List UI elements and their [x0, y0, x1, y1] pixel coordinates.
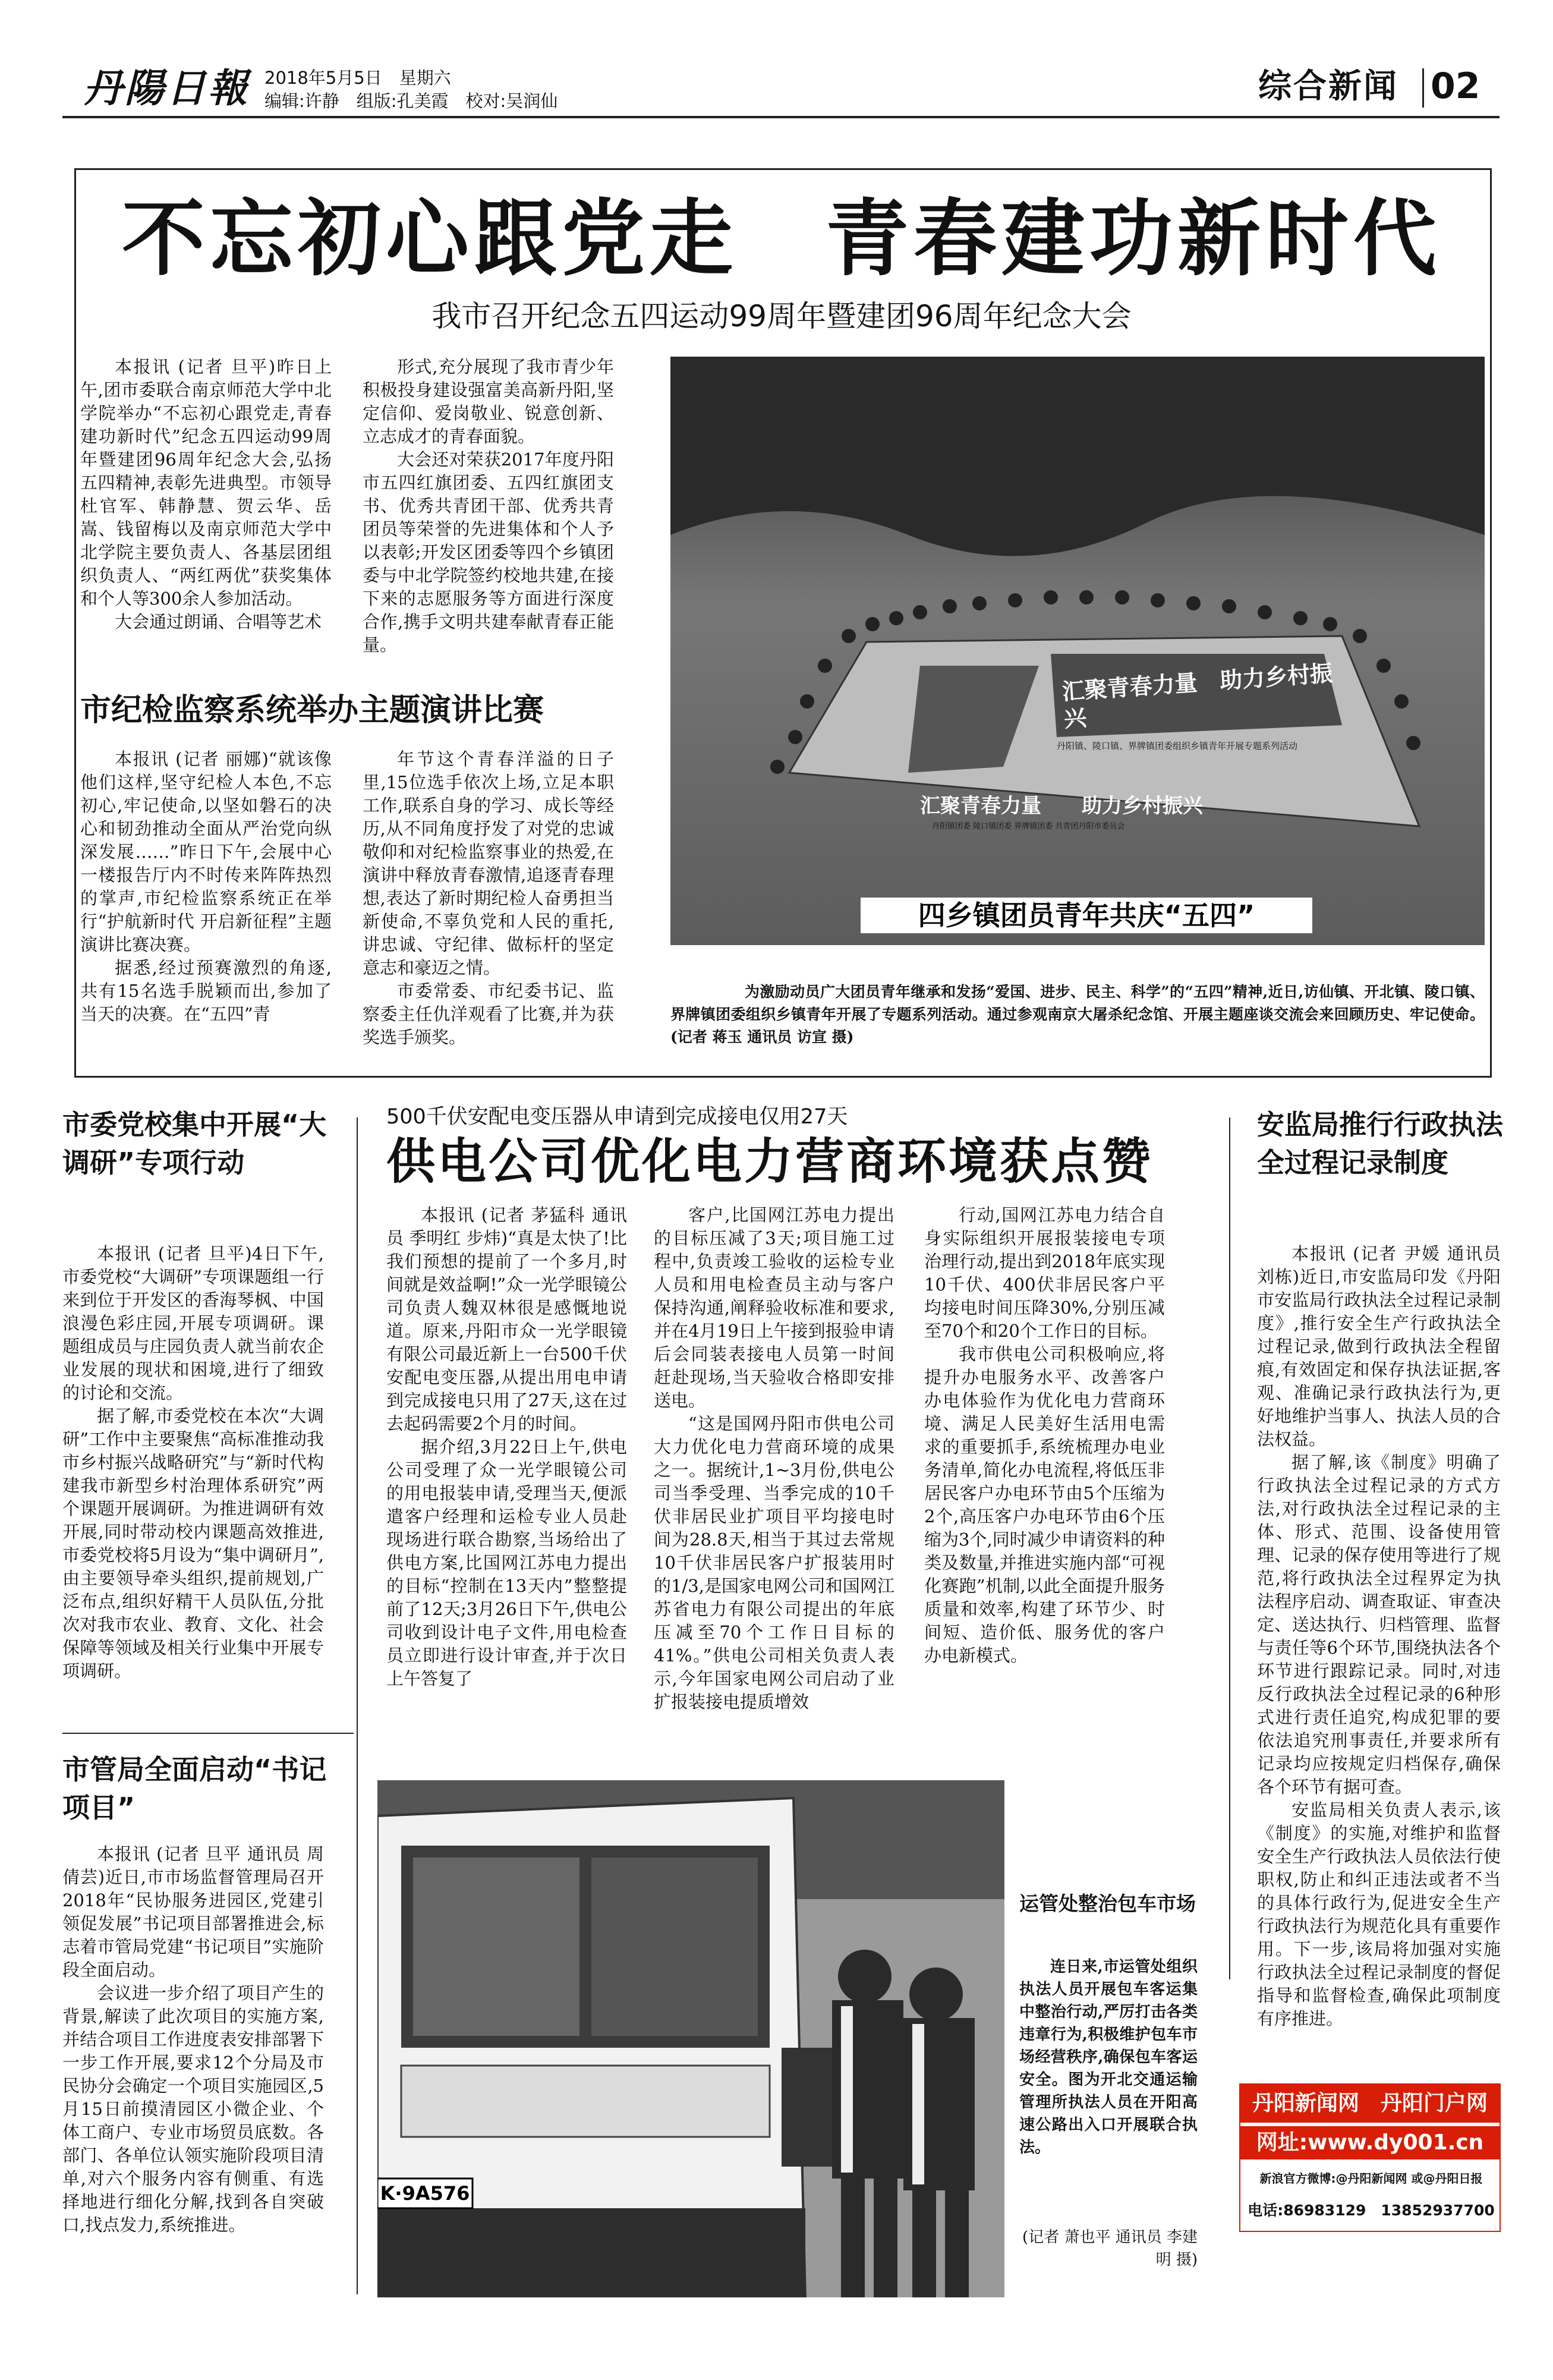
- shiguan-headline: 市管局全面启动“书记项目”: [62, 1753, 327, 1824]
- bus-caption-title: 运管处整治包车市场: [1019, 1892, 1196, 1915]
- banner-top-slogan: 汇聚青春力量 助力乡村振兴: [1061, 660, 1334, 732]
- section-title: 综合新闻: [1258, 67, 1398, 106]
- banner-small-text: 丹阳镇团委 陵口镇团委 界牌镇团委 共青团丹阳市委员会: [932, 822, 1125, 831]
- section-divider: [1422, 68, 1424, 108]
- shiguan-body: 本报讯 (记者 旦平 通讯员 周倩芸)近日,市市场监督管理局召开2018年“民协服务进园区,党建引领促发展”书记项目部署推进会,标志着市管局党建“书记项目”实施阶段全面启动。 会议进一步介绍了项目产生的背景,解读了此次项目的实施方案,并结合项目工作进度表安排部署下一步工作开展,要求12个分局及市民协分会确定一个项目实施园区,5月15日前摸清园区小微企业、个体工商户、专业市场贸员底数。各部门、各单位认领实施阶段项目清单,对六个服务内容有侧重、有选择地进行细化分解,找到各自突破口,找点发力,系统推进。: [62, 1844, 324, 2235]
- gongdian-col-1: 本报讯 (记者 茅猛科 通讯员 季明红 步炜)“真是太快了!比我们预想的提前了一个多月,时间就是效益啊!”众一光学眼镜公司负责人魏双林很是感慨地说道。原来,丹阳市众一光学眼镜有限公司最近新上一台500千伏安配电变压器,从提出用电申请到完成接电只用了27天,这在过去起码需要2个月的时间。 据介绍,3月22日上午,供电公司受理了众一光学眼镜公司的用电报装申请,受理当天,便派遣客户经理和运检专业人员赴现场进行联合勘察,当场给出了供电方案,比国网江苏电力提出的目标“控制在13天内”整整提前了12天;3月26日下午,供电公司收到设计电子文件,用电检查员立即进行设计审查,并于次日上午答复了: [386, 1205, 627, 1689]
- banner-bottom-slogan: 汇聚青春力量 助力乡村振兴: [920, 794, 1203, 818]
- photo-caption-title: 四乡镇团员青年共庆“五四”: [861, 898, 1312, 933]
- right-column-divider: [1229, 1117, 1230, 1979]
- youth-gathering-photo: [670, 357, 1485, 945]
- dangxiao-headline: 市委党校集中开展“大调研”专项行动: [62, 1109, 327, 1179]
- lead-col-1: 本报讯 (记者 旦平)昨日上午,团市委联合南京师范大学中北学院举办“不忘初心跟党走,青春建功新时代”纪念五四运动99周年暨建团96周年纪念大会,弘扬五四精神,表彰先进典型。市领导杜官军、韩静慧、贺云华、岳嵩、钱留梅以及南京师范大学中北学院主要负责人、各基层团组织负责人、“两红两优”获奖集体和个人等300余人参加活动。 大会通过朗诵、合唱等艺术: [80, 357, 332, 632]
- bus-license-plate: K·9A576: [380, 2182, 470, 2205]
- jijian-col-2: 年节这个青春洋溢的日子里,15位选手依次上场,立足本职工作,联系自身的学习、成长等经历,从不同角度抒发了对党的忠诚敬仰和对纪检监察事业的热爱,在演讲中释放青春激情,追逐青春理想,表达了新时期纪检人奋勇担当新使命,不辜负党和人民的重托,讲忠诚、守纪律、做标杆的坚定意志和豪迈之情。 市委常委、市纪委书记、监察委主任仇洋观看了比赛,并为获奖选手颁奖。: [363, 749, 614, 1047]
- bus-caption-credit: (记者 萧也平 通讯员 李建明 摄): [1022, 2228, 1198, 2269]
- youth-gathering-illustration: [670, 357, 1485, 945]
- gongdian-col-2: 客户,比国网江苏电力提出的目标压减了3天;项目施工过程中,负责竣工验收的运检专业人员和用电检查员主动与客户保持沟通,阐释验收标准和要求,并在4月19日上午接到报验申请后会同装表接电人员第一时间赶赴现场,当天验收合格即安排送电。 “这是国网丹阳市供电公司大力优化电力营商环境的成果之一。据统计,1~3月份,供电公司当季受理、当季完成的10千伏非居民业扩项目平均接电时间为28.8天,相当于其过去常规10千伏非居民客户扩报装用时的1/3,是国家电网公司和国网江苏省电力有限公司提出的年底压减至70个工作日目标的41%。”供电公司相关负责人表示,今年国家电网公司启动了业扩报装接电提质增效: [654, 1205, 894, 1712]
- ad-weibo: 新浪官方微博:@丹阳新闻网 或@丹阳日报: [1259, 2171, 1483, 2186]
- anjian-body: 本报讯 (记者 尹媛 通讯员 刘栋)近日,市安监局印发《丹阳市安监局行政执法全过程记录制度》,推行安全生产行政执法全过程记录,做到行政执法全程留痕,有效固定和保存执法证据,客观、准确记录行政执法行为,更好地维护当事人、执法人员的合法权益。 据了解,该《制度》明确了行政执法全过程记录的方式方法,对行政执法全过程记录的主体、形式、范围、设备使用管理、记录的保存使用等进行了规范,将行政执法全过程界定为执法程序启动、调查取证、审查决定、送达执行、归档管理、监督与责任等6个环节,围绕执法各个环节进行跟踪记录。同时,对违反行政执法全过程记录的6种形式进行责任追究,构成犯罪的要依法追究刑事责任,并要求所有记录均应按规定归档保存,确保各个环节有据可查。 安监局相关负责人表示,该《制度》的实施,对维护和监督安全生产行政执法人员依法行使职权,防止和纠正违法或者不当的具体行政行为,促进安全生产行政执法行为规范化具有重要作用。下一步,该局将加强对实施行政执法全过程记录制度的督促指导和监督检查,确保此项制度有序推进。: [1257, 1243, 1501, 2029]
- gongdian-headline: 供电公司优化电力营商环境获点赞: [386, 1134, 1154, 1190]
- ad-phone: 电话:86983129 13852937700: [1248, 2202, 1495, 2219]
- issue-date: 2018年5月5日 星期六: [264, 68, 451, 88]
- bus-inspection-photo: [377, 1780, 1004, 2297]
- ad-website-url: 网址:www.dy001.cn: [1240, 2126, 1500, 2159]
- page-number: 02: [1431, 65, 1480, 107]
- photo-caption-text: 为激励动员广大团员青年继承和发扬“爱国、进步、民主、科学”的“五四”精神,近日,访仙镇、开北镇、陵口镇、界牌镇团委组织乡镇青年开展了专题系列活动。通过参观南京大屠杀纪念馆、开展主题座谈交流会来回顾历史、牢记使命。(记者 蒋玉 通讯员 访宣 摄): [670, 983, 1485, 1046]
- anjian-headline: 安监局推行行政执法全过程记录制度: [1257, 1109, 1503, 1179]
- lead-subhead: 我市召开纪念五四运动99周年暨建团96周年纪念大会: [431, 299, 1132, 333]
- bus-inspection-illustration: [377, 1780, 1004, 2297]
- section-rule: [62, 1733, 354, 1734]
- banner-sub-slogan: 丹阳镇、陵口镇、界牌镇团委组织乡镇青年开展专题系列活动: [1057, 741, 1298, 751]
- website-ad-box: [1239, 2083, 1501, 2232]
- ad-site-names: 丹阳新闻网 丹阳门户网: [1240, 2085, 1500, 2123]
- bus-caption-text: 连日来,市运管处组织执法人员开展包车客运集中整治行动,严厉打击各类违章行为,积极维护包车市场经营秩序,确保包车客运安全。图为开北交通运输管理所执法人员在开阳高速公路出入口开展联合执法。: [1019, 1958, 1198, 2157]
- newspaper-logo: 丹陽日報: [83, 65, 250, 111]
- left-column-divider: [357, 1117, 358, 2294]
- lead-col-2: 形式,充分展现了我市青少年积极投身建设强富美高新丹阳,坚定信仰、爱岗敬业、锐意创新、立志成才的青春面貌。 大会还对荣获2017年度丹阳市五四红旗团委、五四红旗团支书、优秀共青团干部、优秀共青团员等荣誉的先进集体和个人予以表彰;开发区团委等四个乡镇团委与中北学院签约校地共建,在接下来的志愿服务等方面进行深度合作,携手文明共建奉献青春正能量。: [363, 357, 614, 655]
- masthead-rule: [62, 116, 1500, 118]
- jijian-headline: 市纪检监察系统举办主题演讲比赛: [80, 692, 544, 728]
- lead-headline: 不忘初心跟党走 青春建功新时代: [121, 191, 1441, 288]
- gongdian-col-3: 行动,国网江苏电力结合自身实际组织开展报装接电专项治理行动,提出到2018年底实现10千伏、400伏非居民客户平均接电时间压降30%,分别压减至70个和20个工作日的目标。 我市供电公司积极响应,将提升办电服务水平、改善客户办电体验作为优化电力营商环境、满足人民美好生活用电需求的重要抓手,系统梳理办电业务清单,简化办电流程,将低压非居民客户办电环节由5个压缩为2个,高压客户办电环节由6个压缩为3个,同时减少申请资料的种类及数量,并推进实施内部“可视化赛跑”机制,以此全面提升服务质量和效率,构建了环节少、时间短、造价低、服务优的客户办电新模式。: [924, 1205, 1165, 1666]
- editor-credits: 编辑:许静 组版:孔美霞 校对:吴润仙: [264, 91, 558, 111]
- gongdian-kicker: 500千伏安配电变压器从申请到完成接电仅用27天: [386, 1105, 848, 1129]
- jijian-col-1: 本报讯 (记者 丽娜)“就该像他们这样,坚守纪检人本色,不忘初心,牢记使命,以坚如磐石的决心和韧劲推动全面从严治党向纵深发展……”昨日下午,会展中心一楼报告厅内不时传来阵阵热烈的掌声,市纪检监察系统正在举行“护航新时代 开启新征程”主题演讲比赛决赛。 据悉,经过预赛激烈的角逐,共有15名选手脱颖而出,参加了当天的决赛。在“五四”青: [80, 749, 332, 1024]
- dangxiao-body: 本报讯 (记者 旦平)4日下午,市委党校“大调研”专项课题组一行来到位于开发区的香海琴枫、中国浪漫色彩庄园,开展专项调研。课题组成员与庄园负责人就当前农企业发展的现状和困境,进行了细致的讨论和交流。 据了解,市委党校在本次“大调研”工作中主要聚焦“高标准推动我市乡村振兴战略研究”与“新时代构建我市新型乡村治理体系研究”两个课题开展调研。为推进调研有效开展,同时带动校内课题高效推进,市委党校将5月设为“集中调研月”,由主要领导牵头组织,提前规划,广泛布点,组织好精干人员队伍,分批次对我市农业、教育、文化、社会保障等领域及相关行业集中开展专项调研。: [62, 1243, 324, 1681]
- masthead: [0, 0, 1553, 119]
